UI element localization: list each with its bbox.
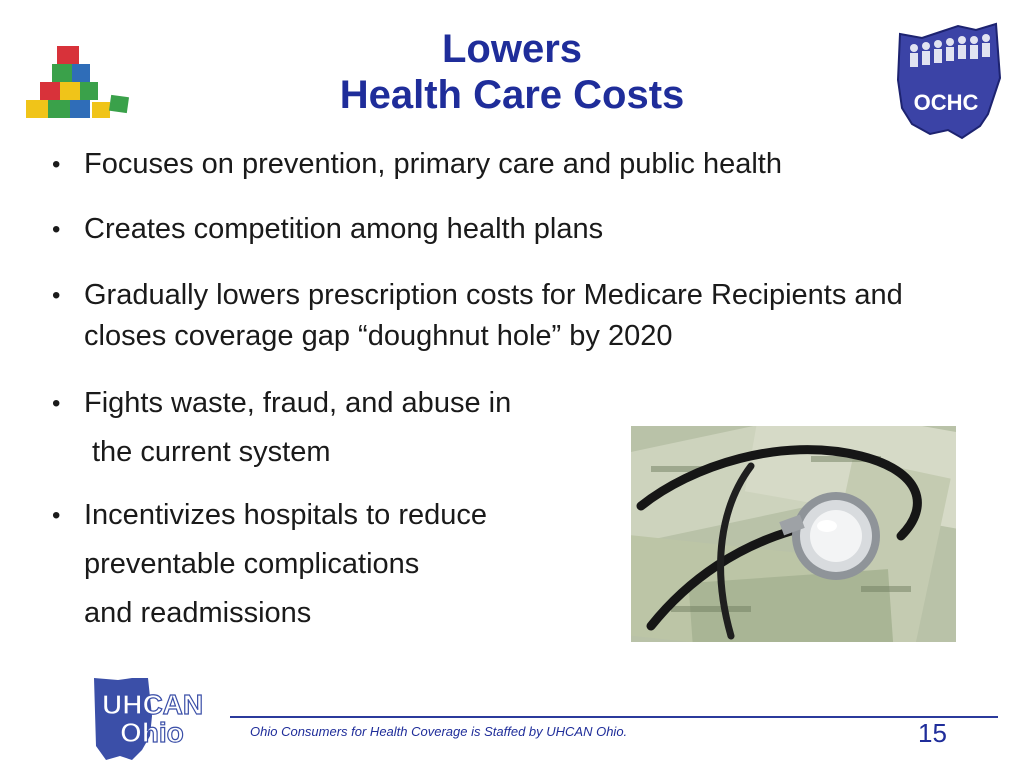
bullet-item xyxy=(52,209,952,250)
slide-title xyxy=(250,26,774,118)
uhcan-ohio-logo xyxy=(92,676,216,764)
bullet-text: Gradually lowers prescription costs for Medicare Recipients and closes coverage gap “doughnut hole” by 2020 xyxy=(84,279,903,352)
ochc-logo xyxy=(892,20,1004,142)
ochc-logo-text: OCHC xyxy=(913,90,979,115)
bullet-text: and readmissions xyxy=(84,597,312,629)
bullet-text: preventable complications xyxy=(84,548,420,580)
title-line-1: Lowers xyxy=(441,27,583,71)
toy-blocks-icon xyxy=(20,44,132,122)
page-number: 15 xyxy=(918,718,947,748)
stethoscope-money-image xyxy=(631,426,956,642)
bullet-text: • Fights waste, fraud, and abuse in xyxy=(84,387,512,419)
bullet-text: Creates competition among health plans xyxy=(84,213,604,245)
bullet-text: • Incentivizes hospitals to reduce xyxy=(84,499,487,531)
footer-divider xyxy=(230,716,998,718)
bullet-item xyxy=(52,144,952,185)
bullet-text: Focuses on prevention, primary care and public health xyxy=(84,148,782,180)
bullet-item xyxy=(52,275,934,357)
uhcan-logo-line-1: UHCAN xyxy=(102,689,204,720)
uhcan-logo-line-2: Ohio xyxy=(120,717,184,748)
title-line-2: Health Care Costs xyxy=(339,73,685,117)
footer-text: Ohio Consumers for Health Coverage is Staffed by UHCAN Ohio. xyxy=(250,724,628,739)
bullet-text: the current system xyxy=(92,436,331,468)
